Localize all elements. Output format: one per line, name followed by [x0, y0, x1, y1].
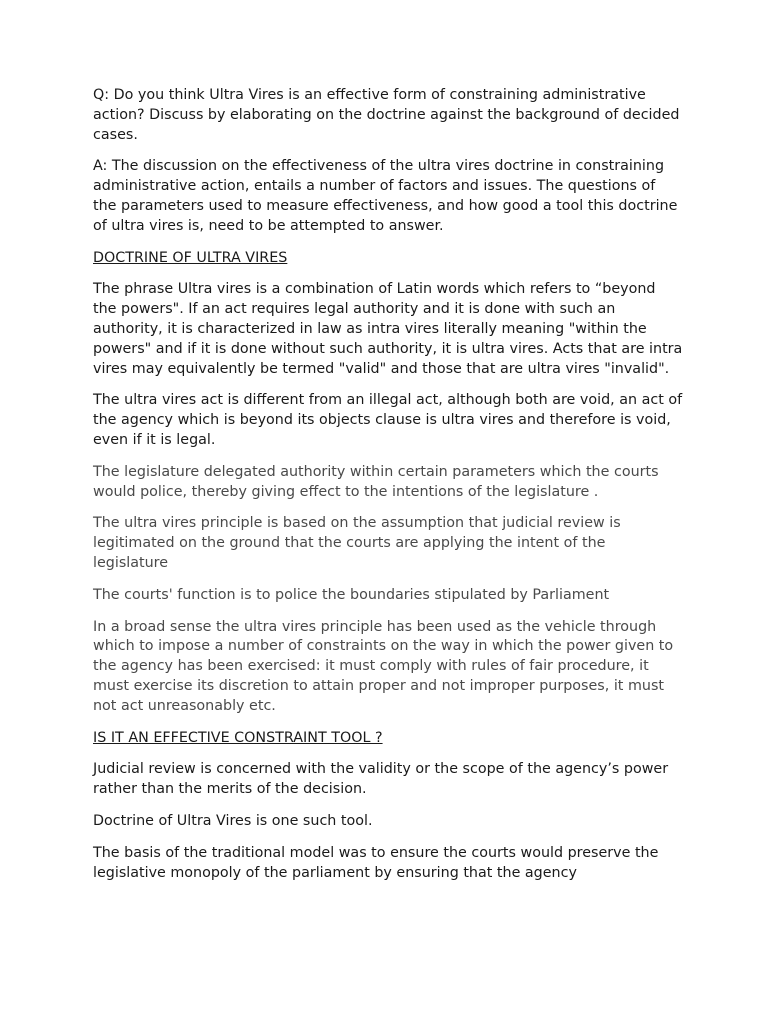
document-page — [93, 86, 683, 895]
paragraph-definition: The phrase Ultra vires is a combination of Latin words which refers to “beyond the powers". If an act requires legal authority and it is done with such an authority, it is characterized in law as intra vires literally meaning "within the powers" and if it is done without such authority, it is ultra vires. Acts that are intra vires may equivalently be termed "valid" and those that are ultra vires "invalid". — [93, 281, 683, 377]
paragraph-traditional-model: The basis of the traditional model was to ensure the courts would preserve the legislative monopoly of the parliament by ensuring that the agency — [93, 844, 659, 881]
paragraph-one-tool: Doctrine of Ultra Vires is one such tool. — [93, 812, 373, 829]
paragraph-illegal-act: The ultra vires act is different from an illegal act, although both are void, an act of the agency which is beyond its objects clause is ultra vires and therefore is void, even if it is legal. — [93, 392, 683, 448]
question-paragraph: Q: Do you think Ultra Vires is an effective form of constraining administrative action? Discuss by elaborating on the doctrine against the background of decided cases. — [93, 87, 680, 143]
paragraph-judicial-review: Judicial review is concerned with the validity or the scope of the agency’s power rather than the merits of the decision. — [93, 761, 669, 798]
answer-paragraph: A: The discussion on the effectiveness of the ultra vires doctrine in constraining administrative action, entails a number of factors and issues. The questions of the parameters used to measure effectiveness, and how good a tool this doctrine of ultra vires is, need to be attempted to answer. — [93, 158, 678, 234]
paragraph-legislature-delegated: The legislature delegated authority within certain parameters which the courts would police, thereby giving effect to the intentions of the legislature . — [93, 463, 659, 500]
section-heading-doctrine: DOCTRINE OF ULTRA VIRES — [93, 249, 288, 266]
paragraph-principle-assumption: The ultra vires principle is based on the assumption that judicial review is legitimated on the ground that the courts are applying the intent of the legislature — [93, 515, 621, 571]
section-heading-effective: IS IT AN EFFECTIVE CONSTRAINT TOOL ? — [93, 729, 383, 746]
paragraph-courts-function: The courts' function is to police the boundaries stipulated by Parliament — [93, 586, 610, 603]
paragraph-broad-sense: In a broad sense the ultra vires principle has been used as the vehicle through which to impose a number of constraints on the way in which the power given to the agency has been exercised: it must comply with rules of fair procedure, it must exercise its discretion to attain proper and not improper purposes, it must not act unreasonably etc. — [93, 618, 674, 714]
